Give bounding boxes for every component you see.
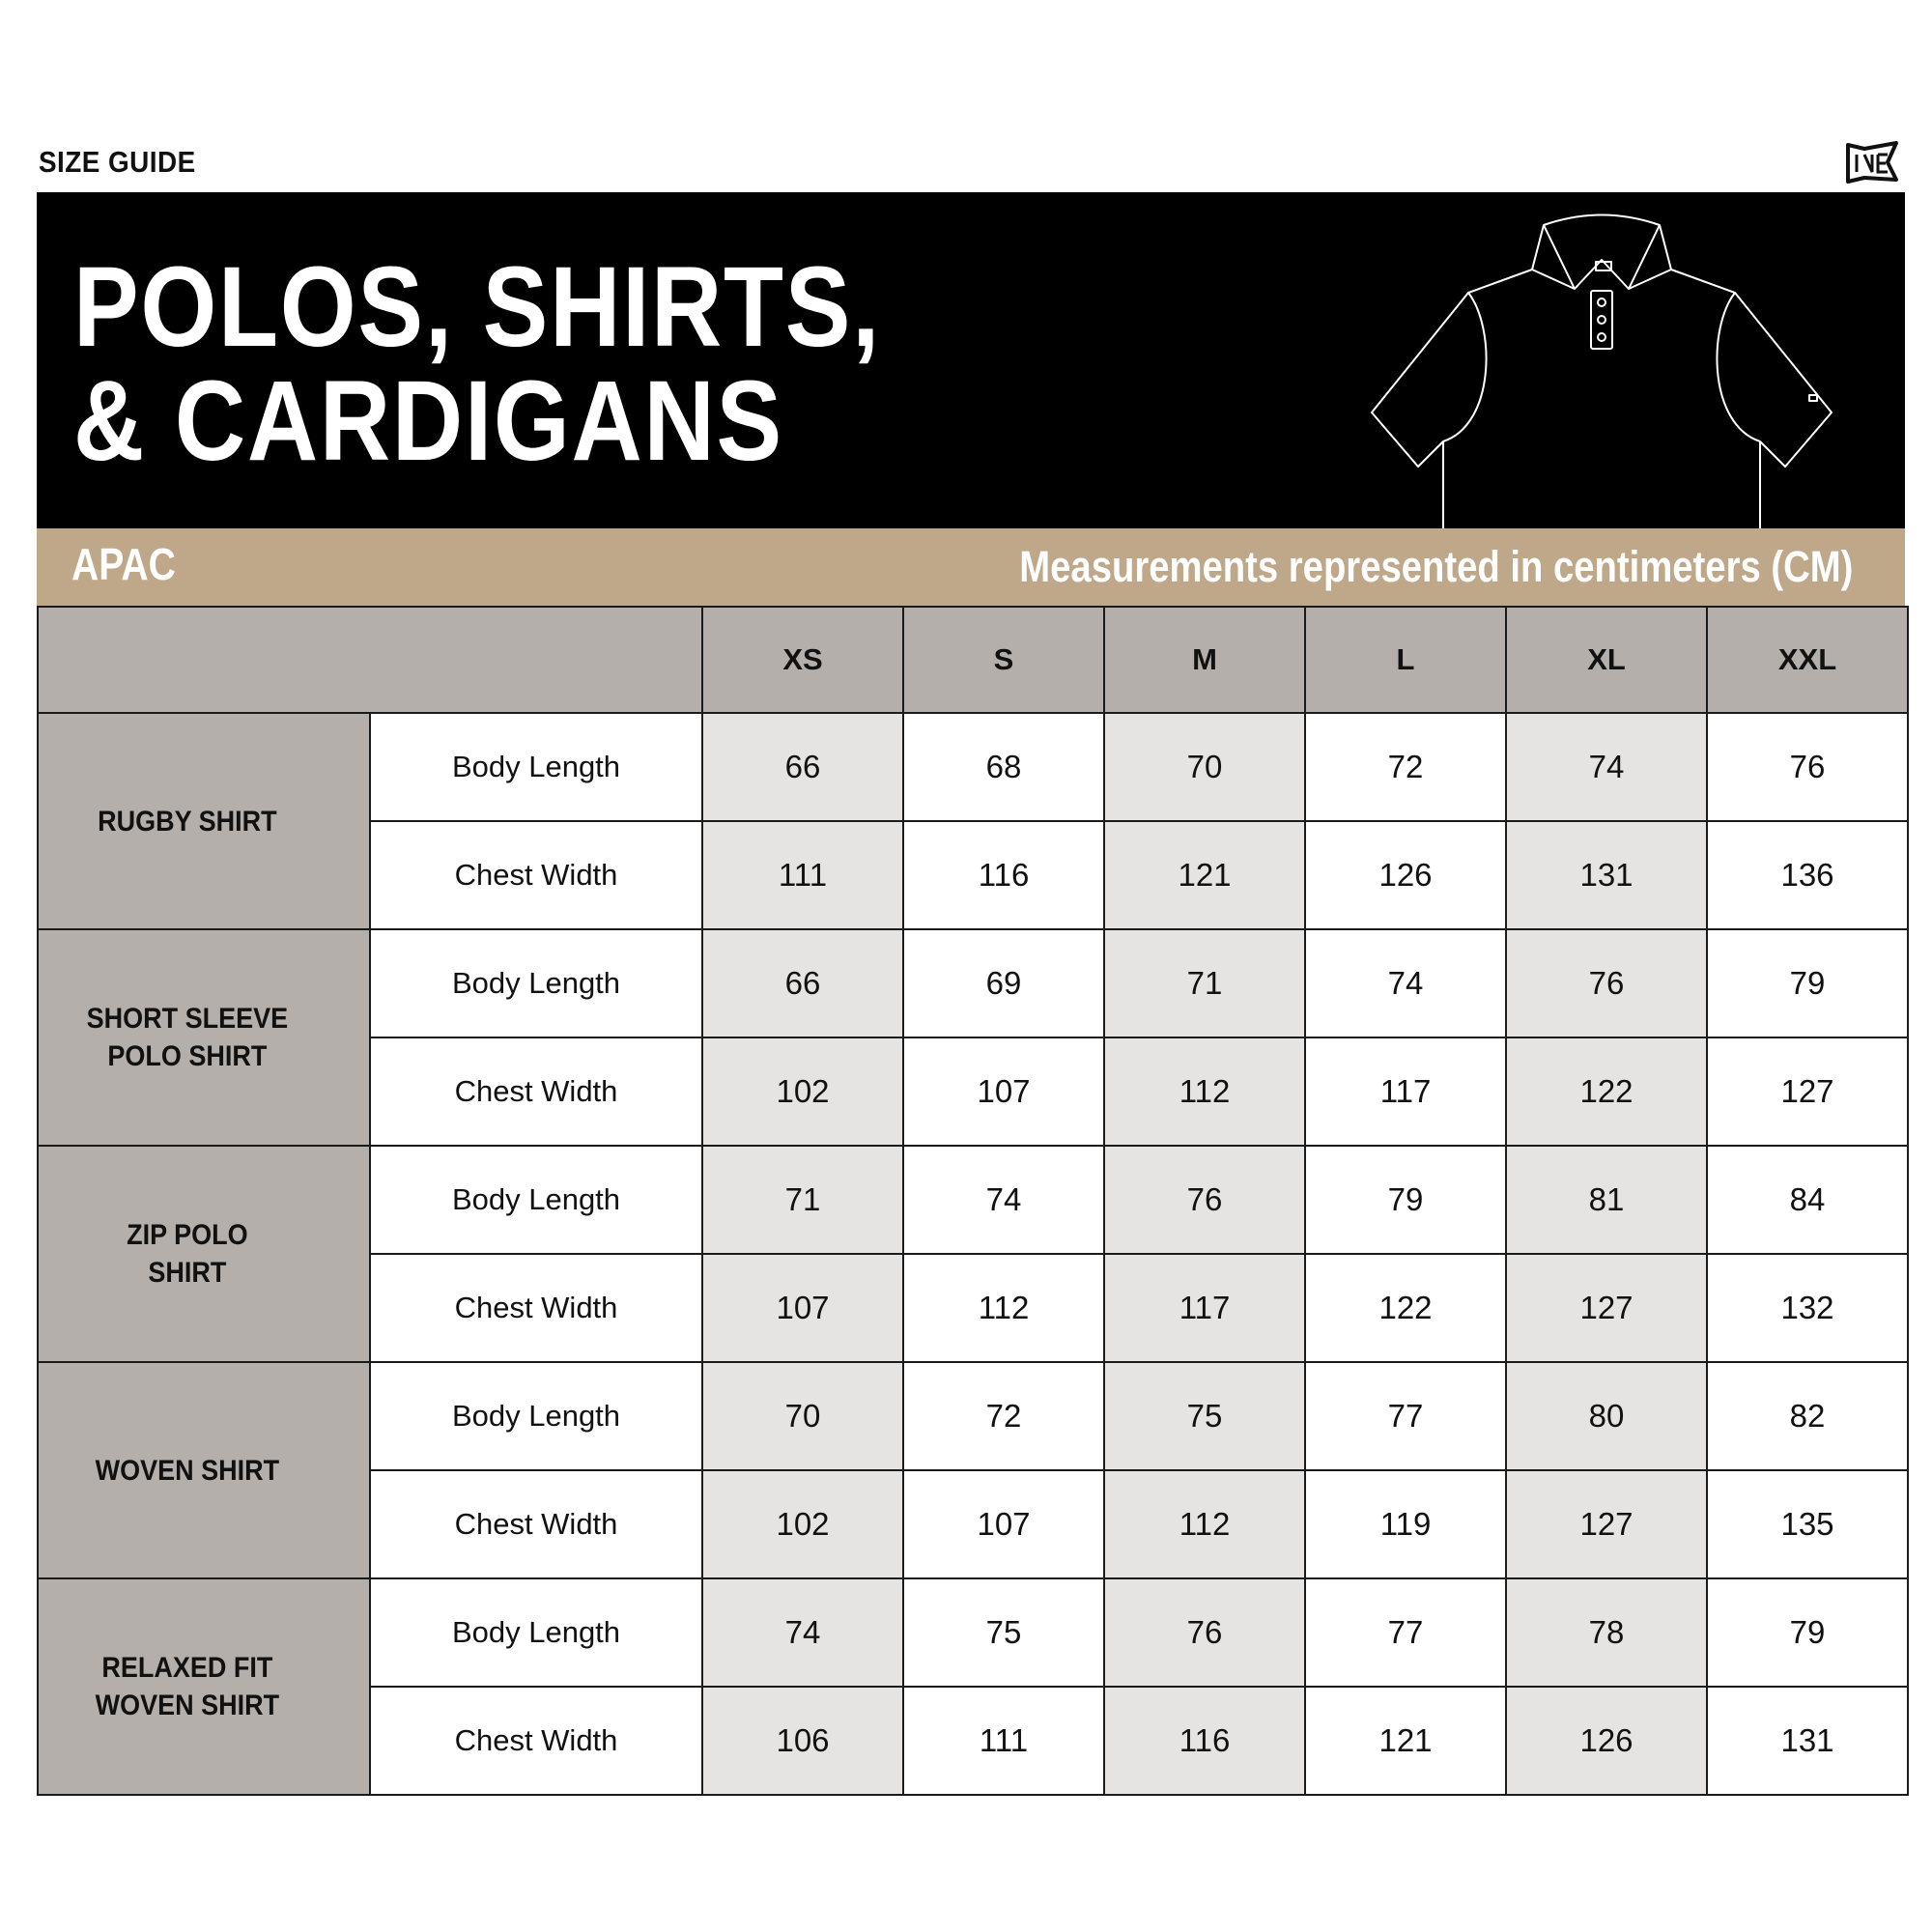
measurement-label: Chest Width: [370, 1037, 702, 1146]
size-value-cell: 76: [1707, 713, 1908, 821]
size-value-cell: 122: [1506, 1037, 1707, 1146]
product-name: [38, 713, 370, 929]
size-value-cell: 70: [702, 1362, 903, 1470]
measurement-label: Chest Width: [370, 1470, 702, 1578]
measurement-label: Chest Width: [370, 1687, 702, 1795]
table-row: [38, 929, 1908, 1037]
size-header: XL: [1506, 607, 1707, 713]
size-header-row: [38, 607, 1908, 713]
size-value-cell: 72: [903, 1362, 1104, 1470]
size-header: L: [1305, 607, 1506, 713]
size-value-cell: 127: [1506, 1470, 1707, 1578]
size-value-cell: 74: [1506, 713, 1707, 821]
size-value-cell: 80: [1506, 1362, 1707, 1470]
measurement-label: Body Length: [370, 929, 702, 1037]
size-value-cell: 127: [1707, 1037, 1908, 1146]
size-value-cell: 70: [1104, 713, 1305, 821]
size-value-cell: 121: [1305, 1687, 1506, 1795]
size-value-cell: 117: [1104, 1254, 1305, 1362]
size-value-cell: 132: [1707, 1254, 1908, 1362]
size-value-cell: 106: [702, 1687, 903, 1795]
size-value-cell: 81: [1506, 1146, 1707, 1254]
size-value-cell: 112: [1104, 1037, 1305, 1146]
size-value-cell: 66: [702, 713, 903, 821]
measurement-label: Body Length: [370, 1146, 702, 1254]
size-value-cell: 71: [1104, 929, 1305, 1037]
region-label: APAC: [71, 539, 176, 589]
product-name-line: RELAXED FIT: [101, 1652, 273, 1684]
page-title: POLOS, SHIRTS, & CARDIGANS: [73, 243, 882, 485]
size-value-cell: 84: [1707, 1146, 1908, 1254]
size-value-cell: 127: [1506, 1254, 1707, 1362]
size-guide-label: SIZE GUIDE: [39, 145, 196, 179]
size-value-cell: 116: [903, 821, 1104, 929]
size-value-cell: 111: [903, 1687, 1104, 1795]
size-value-cell: 116: [1104, 1687, 1305, 1795]
table-row: [38, 713, 1908, 821]
size-value-cell: 74: [1305, 929, 1506, 1037]
measurement-label: Chest Width: [370, 1254, 702, 1362]
table-row: [38, 1578, 1908, 1687]
region-bar: [37, 528, 1905, 606]
product-name-line: WOVEN SHIRT: [95, 1454, 280, 1487]
size-value-cell: 102: [702, 1037, 903, 1146]
size-value-cell: 119: [1305, 1470, 1506, 1578]
size-value-cell: 68: [903, 713, 1104, 821]
brand-logo-icon: [1845, 141, 1899, 184]
size-value-cell: 79: [1707, 1578, 1908, 1687]
size-value-cell: 77: [1305, 1362, 1506, 1470]
size-value-cell: 78: [1506, 1578, 1707, 1687]
product-name: [38, 1578, 370, 1795]
size-value-cell: 66: [702, 929, 903, 1037]
size-value-cell: 111: [702, 821, 903, 929]
size-value-cell: 75: [903, 1578, 1104, 1687]
size-value-cell: 121: [1104, 821, 1305, 929]
size-value-cell: 126: [1506, 1687, 1707, 1795]
measurement-label: Chest Width: [370, 821, 702, 929]
size-value-cell: 77: [1305, 1578, 1506, 1687]
size-value-cell: 74: [702, 1578, 903, 1687]
size-value-cell: 122: [1305, 1254, 1506, 1362]
table-row: [38, 1146, 1908, 1254]
measurement-label: Body Length: [370, 1362, 702, 1470]
size-value-cell: 131: [1707, 1687, 1908, 1795]
size-value-cell: 107: [903, 1470, 1104, 1578]
size-value-cell: 79: [1305, 1146, 1506, 1254]
size-value-cell: 112: [1104, 1470, 1305, 1578]
size-chart-table: [37, 606, 1909, 1796]
product-name: [38, 1146, 370, 1362]
measurement-label: Body Length: [370, 713, 702, 821]
size-value-cell: 79: [1707, 929, 1908, 1037]
units-note: Measurements represented in centimeters (CM): [1018, 542, 1853, 591]
polo-shirt-icon: [1321, 212, 1882, 530]
size-value-cell: 72: [1305, 713, 1506, 821]
product-name-line: POLO SHIRT: [107, 1040, 268, 1072]
size-value-cell: 74: [903, 1146, 1104, 1254]
size-value-cell: 76: [1104, 1578, 1305, 1687]
size-header: XXL: [1707, 607, 1908, 713]
size-value-cell: 117: [1305, 1037, 1506, 1146]
product-name-line: SHIRT: [148, 1257, 227, 1289]
product-name-line: RUGBY SHIRT: [98, 805, 277, 838]
size-header: XS: [702, 607, 903, 713]
size-value-cell: 131: [1506, 821, 1707, 929]
size-value-cell: 75: [1104, 1362, 1305, 1470]
size-value-cell: 107: [702, 1254, 903, 1362]
size-value-cell: 107: [903, 1037, 1104, 1146]
size-value-cell: 82: [1707, 1362, 1908, 1470]
size-header: S: [903, 607, 1104, 713]
measurement-label: Body Length: [370, 1578, 702, 1687]
product-name-line: WOVEN SHIRT: [95, 1690, 280, 1721]
size-value-cell: 102: [702, 1470, 903, 1578]
size-value-cell: 112: [903, 1254, 1104, 1362]
size-value-cell: 136: [1707, 821, 1908, 929]
product-name-line: SHORT SLEEVE: [86, 1003, 289, 1035]
product-name: [38, 1362, 370, 1578]
size-value-cell: 76: [1104, 1146, 1305, 1254]
size-value-cell: 71: [702, 1146, 903, 1254]
product-name-line: ZIP POLO: [127, 1219, 248, 1251]
table-body: [38, 713, 1908, 1795]
header-blank: [38, 607, 702, 713]
size-value-cell: 76: [1506, 929, 1707, 1037]
table-row: [38, 1362, 1908, 1470]
size-header: M: [1104, 607, 1305, 713]
size-value-cell: 126: [1305, 821, 1506, 929]
size-value-cell: 69: [903, 929, 1104, 1037]
product-name: [38, 929, 370, 1146]
size-value-cell: 135: [1707, 1470, 1908, 1578]
title-banner: [37, 192, 1905, 528]
